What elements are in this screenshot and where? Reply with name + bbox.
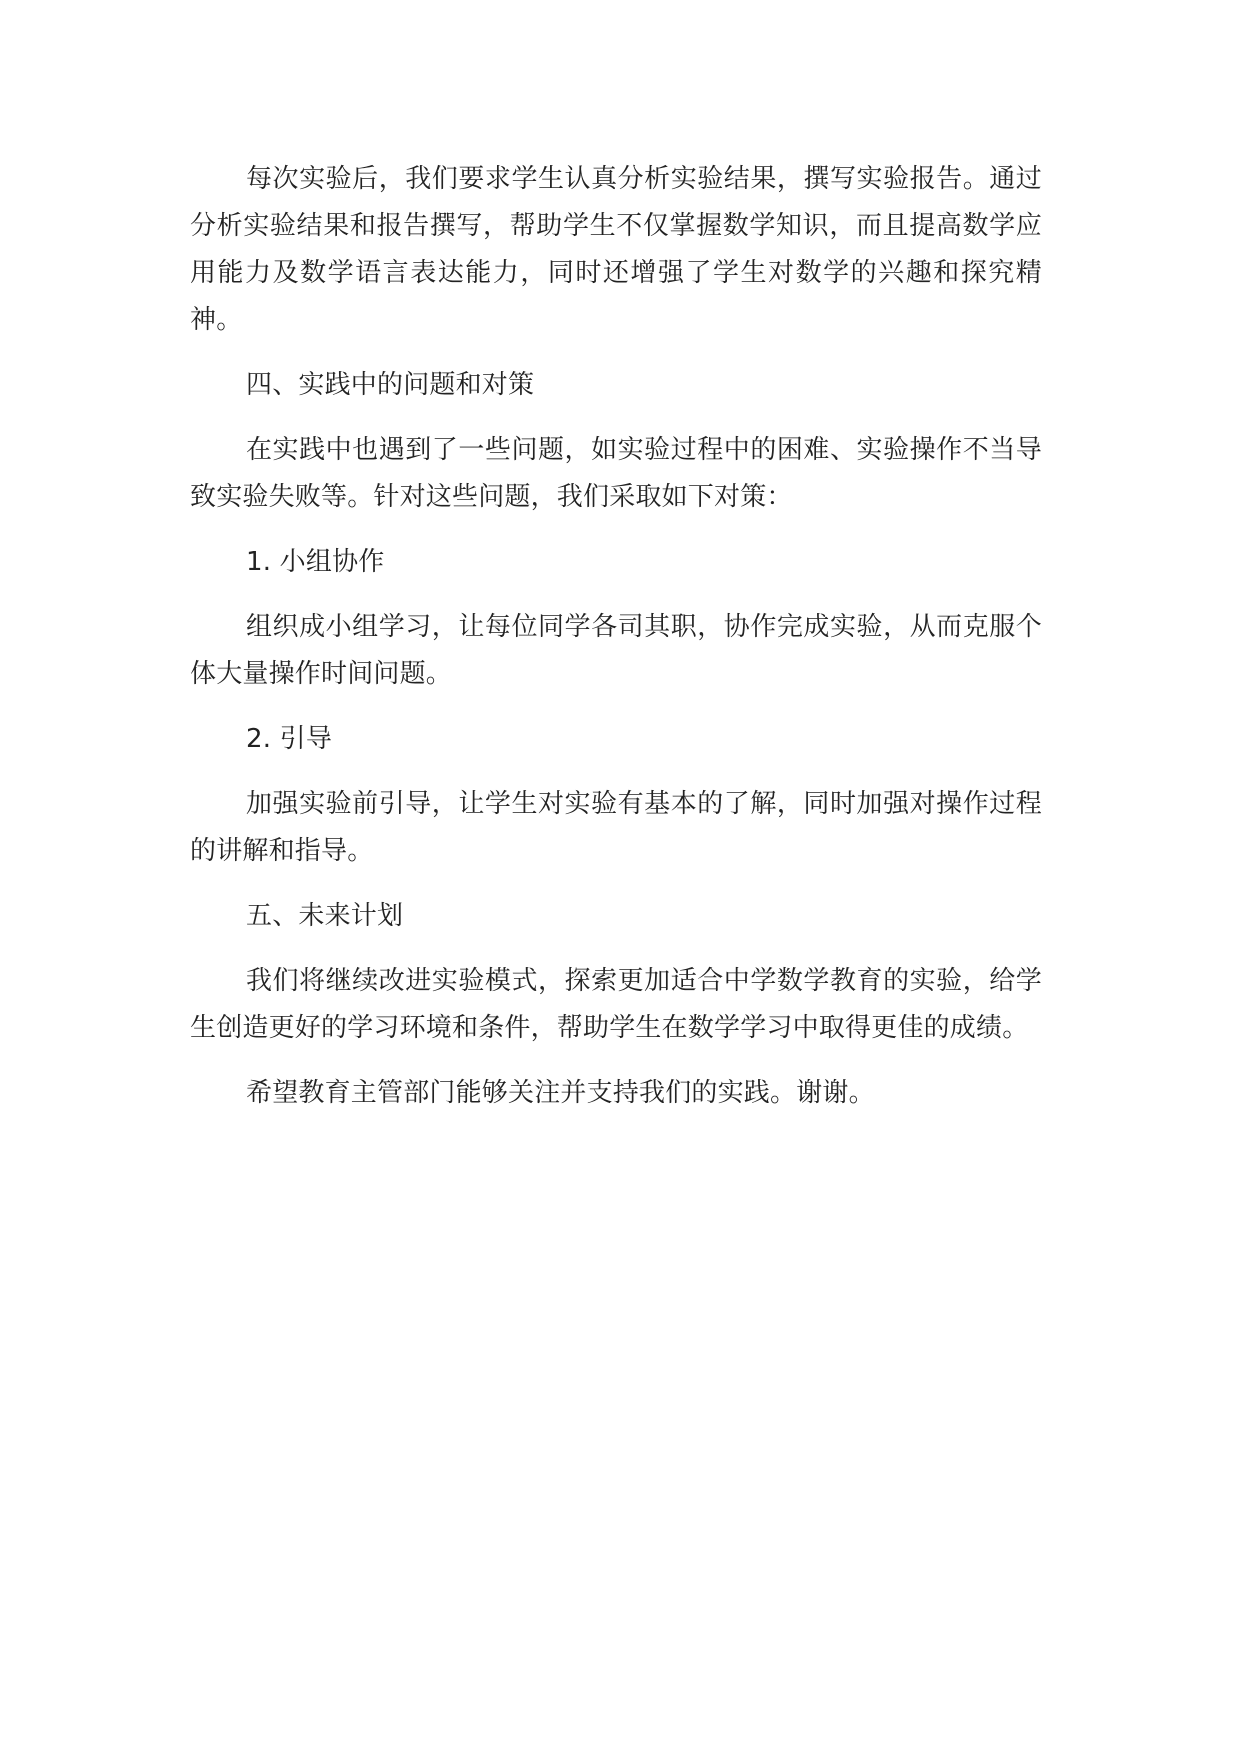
paragraph-closing: 希望教育主管部门能够关注并支持我们的实践。谢谢。 [246, 1078, 875, 1108]
document-body [190, 156, 1042, 1135]
subheading-group-work: 1. 小组协作 [246, 547, 385, 577]
paragraph-report-writing: 每次实验后，我们要求学生认真分析实验结果，撰写实验报告。通过分析实验结果和报告撰写，帮助学生不仅掌握数学知识，而且提高数学应用能力及数学语言表达能力，同时还增强了学生对数学的兴趣和探究精神。 [190, 164, 1042, 335]
paragraph-future-plan: 我们将继续改进实验模式，探索更加适合中学数学教育的实验，给学生创造更好的学习环境和条件，帮助学生在数学学习中取得更佳的成绩。 [190, 966, 1042, 1043]
paragraph-guidance: 加强实验前引导，让学生对实验有基本的了解，同时加强对操作过程的讲解和指导。 [190, 789, 1042, 866]
paragraph-group-work: 组织成小组学习，让每位同学各司其职，协作完成实验，从而克服个体大量操作时间问题。 [190, 612, 1042, 689]
section-heading-future-plan: 五、未来计划 [246, 901, 404, 931]
section-heading-problems: 四、实践中的问题和对策 [246, 370, 535, 400]
paragraph-problems: 在实践中也遇到了一些问题，如实验过程中的困难、实验操作不当导致实验失败等。针对这些问题，我们采取如下对策： [190, 435, 1042, 512]
subheading-guidance: 2. 引导 [246, 724, 333, 754]
